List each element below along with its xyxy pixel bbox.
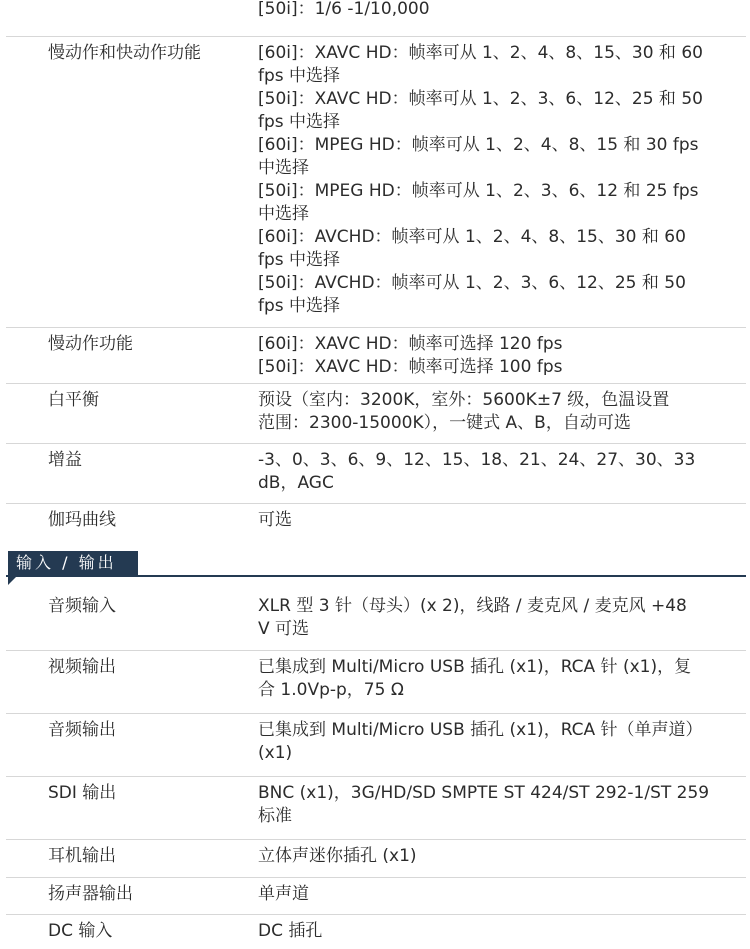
spec-value-line: fps 中选择 [258,112,341,132]
spec-label: 视频输出 [48,657,116,677]
spec-label: 音频输出 [48,720,116,740]
spec-value [258,920,718,943]
spec-label: SDI 输出 [48,783,117,803]
spec-label: 音频输入 [48,596,116,616]
spec-value-line: 预设（室内：3200K，室外：5600K±7 级，色温设置 [258,390,670,410]
spec-label: 扬声器输出 [48,884,133,904]
spec-value-line: [50i]：XAVC HD：帧率可选择 100 fps [258,357,563,375]
spec-value-line: [60i]：XAVC HD：帧率可从 1、2、4、8、15、30 和 60 [258,43,703,63]
spec-label: DC 输入 [48,921,113,941]
spec-row-audio-output [6,714,746,777]
spec-value [258,42,718,318]
spec-value-line: 已集成到 Multi/Micro USB 插孔 (x1)，RCA 针（单声道） [258,720,703,740]
spec-value-line: dB，AGC [258,473,334,493]
spec-row-shutter-speed [6,0,746,37]
section-header-io [6,551,746,579]
spec-row-gamma [6,504,746,548]
section-title: 输入 / 输出 [8,551,138,575]
spec-value-line: 已集成到 Multi/Micro USB 插孔 (x1)，RCA 针 (x1)，复 [258,657,692,677]
spec-value-line: 中选择 [258,158,309,178]
spec-row-slow-motion [6,328,746,384]
spec-value-line: [50i]：AVCHD：帧率可从 1、2、3、6、12、25 和 50 [258,273,686,293]
spec-value [258,719,718,765]
spec-value-line: 合 1.0Vp-p，75 Ω [258,680,404,700]
spec-row-slow-quick-motion [6,37,746,328]
spec-value-line: XLR 型 3 针（母头）(x 2)，线路 / 麦克风 / 麦克风 +48 [258,596,687,616]
spec-value-line: [50i]：XAVC HD：帧率可从 1、2、3、6、12、25 和 50 [258,89,703,109]
spec-value [258,656,718,702]
spec-value-line: 可选 [258,510,292,530]
spec-value-line: (x1) [258,743,293,763]
section-divider [6,575,746,577]
spec-row-audio-input [6,590,746,651]
spec-value-line: BNC (x1)，3G/HD/SD SMPTE ST 424/ST 292-1/ST 259 [258,783,710,803]
spec-value-line: 标准 [258,806,292,826]
spec-value-line: [60i]：XAVC HD：帧率可选择 120 fps [258,334,563,354]
spec-row-speaker-output [6,878,746,915]
spec-row-gain [6,444,746,504]
spec-value-line: fps 中选择 [258,250,341,270]
spec-value [258,509,718,532]
spec-label: 慢动作功能 [48,334,133,354]
spec-value-line: V 可选 [258,619,310,639]
spec-row-white-balance [6,384,746,444]
spec-value [258,333,718,375]
spec-value [258,845,718,868]
spec-row-dc-input [6,915,746,949]
spec-value [258,389,718,435]
section-notch-decoration [8,577,16,585]
spec-value-line: fps 中选择 [258,296,341,316]
spec-value [258,449,718,495]
spec-value-line: -3、0、3、6、9、12、15、18、21、24、27、30、33 [258,450,696,470]
spec-value-line: 范围：2300-15000K），一键式 A、B，自动可选 [258,413,631,433]
spec-label: 增益 [48,450,82,470]
spec-label: 慢动作和快动作功能 [48,43,201,63]
spec-value-line: 中选择 [258,204,309,224]
spec-value-line: DC 插孔 [258,921,323,941]
spec-value-line: 立体声迷你插孔 (x1) [258,846,417,866]
spec-row-headphone-output [6,840,746,878]
spec-row-video-output [6,651,746,714]
spec-value-line: [50i]：MPEG HD：帧率可从 1、2、3、6、12 和 25 fps [258,181,699,201]
spec-value [258,0,718,21]
spec-label: 伽玛曲线 [48,510,116,530]
spec-value-line: 单声道 [258,884,309,904]
spec-label: 白平衡 [48,390,99,410]
spec-row-sdi-output [6,777,746,840]
spec-value-line: [50i]：1/6 -1/10,000 [258,0,430,19]
spec-value-line: [60i]：MPEG HD：帧率可从 1、2、4、8、15 和 30 fps [258,135,699,155]
spec-value [258,782,718,828]
spec-value-line: fps 中选择 [258,66,341,86]
spec-value [258,883,718,906]
spec-value [258,595,718,641]
spec-label: 耳机输出 [48,846,116,866]
spec-value-line: [60i]：AVCHD：帧率可从 1、2、4、8、15、30 和 60 [258,227,686,247]
